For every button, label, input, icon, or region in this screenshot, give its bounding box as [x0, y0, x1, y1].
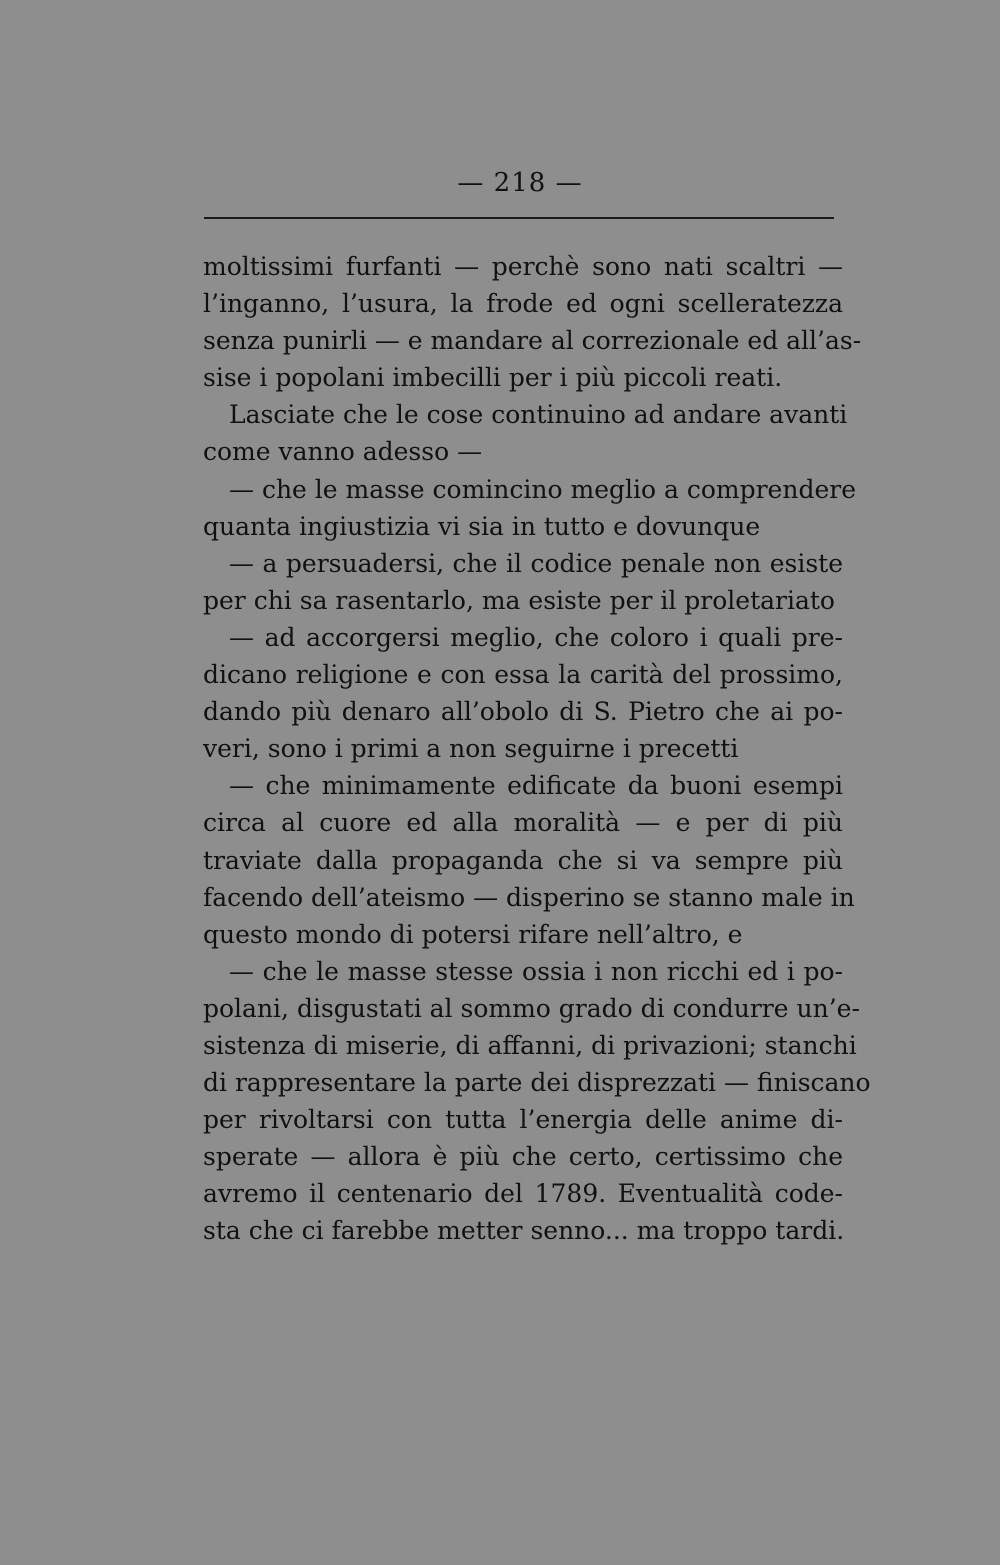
text-line: — che minimamente edificate da buoni esempi	[229, 771, 843, 801]
text-line: veri, sono i primi a non seguirne i precetti	[203, 734, 739, 764]
text-line: come vanno adesso —	[203, 437, 483, 467]
text-line: l’inganno, l’usura, la frode ed ogni scelleratezza	[203, 289, 843, 319]
text-line: moltissimi furfanti — perchè sono nati scaltri —	[203, 252, 843, 281]
text-line: questo mondo di potersi rifare nell’altro, e	[203, 919, 743, 949]
text-line: traviate dalla propaganda che si va sempre più	[203, 845, 843, 875]
text-line: sistenza di miserie, di affanni, di privazioni; stanchi	[203, 1030, 857, 1060]
header-rule	[204, 217, 834, 219]
text-line: sperate — allora è più che certo, certissimo che	[203, 1142, 843, 1172]
text-line: sise i popolani imbecilli per i più piccoli reati.	[203, 363, 783, 393]
text-line: Lasciate che le cose continuino ad andare avanti	[229, 400, 848, 430]
text-line: circa al cuore ed alla moralità — e per di più	[203, 808, 843, 838]
text-line: dicano religione e con essa la carità del prossimo,	[203, 660, 843, 690]
text-line: dando più denaro all’obolo di S. Pietro che ai po-	[203, 697, 843, 727]
text-line: per chi sa rasentarlo, ma esiste per il proletariato	[203, 585, 835, 615]
text-line: avremo il centenario del 1789. Eventualità code-	[203, 1179, 843, 1209]
text-line: facendo dell’ateismo — disperino se stanno male in	[203, 882, 855, 912]
text-line: quanta ingiustizia vi sia in tutto e dovunque	[203, 511, 761, 541]
text-line: — che le masse stesse ossia i non ricchi ed i po-	[229, 956, 843, 986]
page-number: — 218 —	[457, 168, 583, 198]
body-text	[203, 248, 871, 1250]
text-line: polani, disgustati al sommo grado di condurre un’e-	[203, 993, 860, 1023]
text-line: di rappresentare la parte dei disprezzati — finiscano	[203, 1068, 871, 1098]
text-line: sta che ci farebbe metter senno... ma troppo tardi.	[203, 1216, 845, 1246]
text-line: — ad accorgersi meglio, che coloro i quali pre-	[229, 622, 843, 652]
text-line: senza punirli — e mandare al correzionale ed all’as-	[203, 326, 862, 356]
text-line: — a persuadersi, che il codice penale non esiste	[229, 548, 843, 578]
text-line: — che le masse comincino meglio a comprendere	[229, 474, 856, 504]
text-line: per rivoltarsi con tutta l’energia delle anime di-	[203, 1105, 843, 1135]
